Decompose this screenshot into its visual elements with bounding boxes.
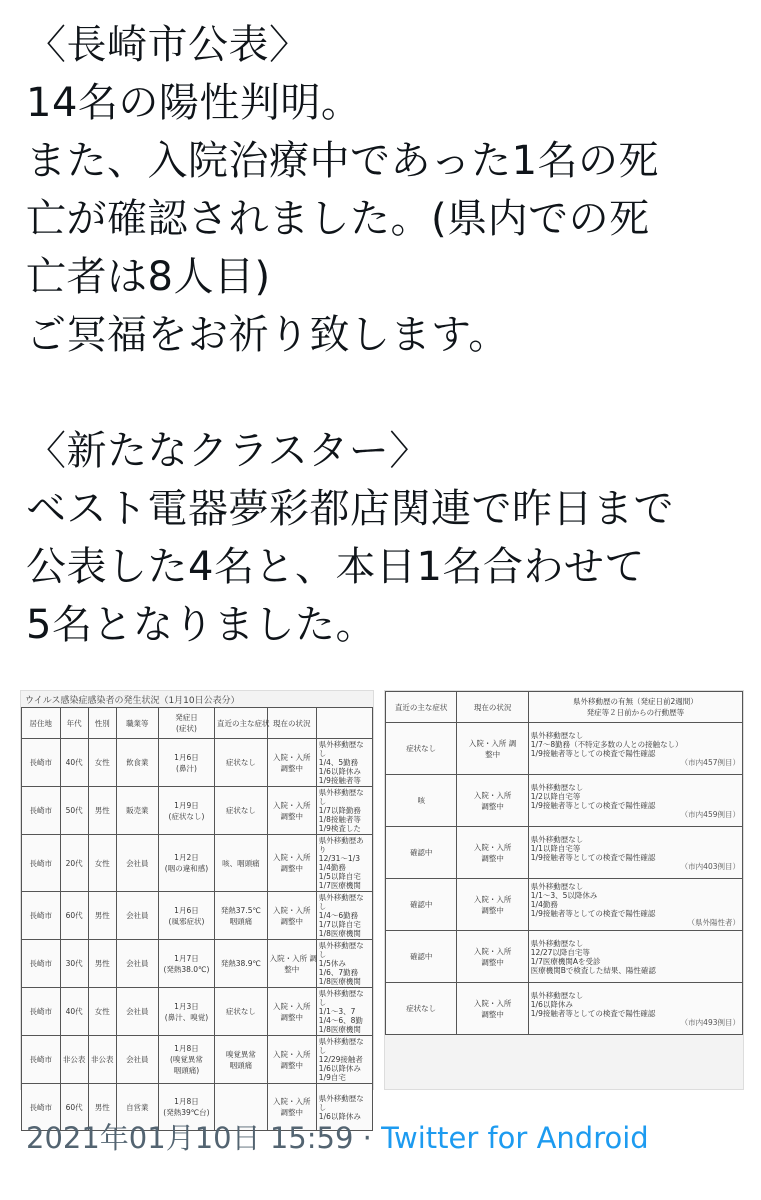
table-cell: 県外移動歴あり 12/31〜1/3 1/4勤務 1/5以降自宅 1/7医療機関 <box>316 835 372 892</box>
column-header: 現在の状況 <box>457 692 528 723</box>
case-number: （市内493例目） <box>680 1017 740 1027</box>
table-cell: 男性 <box>88 940 116 988</box>
case-table-right <box>385 691 743 1035</box>
table-cell: 1月6日 (鼻汁) <box>158 739 214 787</box>
table-cell: 発熱38.9℃ <box>215 940 268 988</box>
table-row <box>22 988 373 1036</box>
table-cell: 症状なし <box>215 787 268 835</box>
column-header: 直近の主な症状 <box>215 708 268 739</box>
tweet-line: ベスト電器夢彩都店関連で昨日まで <box>26 486 674 532</box>
table-cell: 入院・入所 調整中 <box>267 1084 316 1131</box>
tweet-line: 5名となりました。 <box>26 602 376 648</box>
timestamp-link[interactable]: 2021年01月10日 15:59 <box>26 1121 354 1155</box>
tweet-media <box>20 690 742 1121</box>
table-cell: 入院・入所 調整中 <box>267 835 316 892</box>
separator: · <box>353 1121 382 1155</box>
table-cell: 入院・入所 調整中 <box>267 1036 316 1084</box>
table-cell: 50代 <box>60 787 88 835</box>
table-cell: 長崎市 <box>22 739 61 787</box>
table-cell: 女性 <box>88 988 116 1036</box>
tweet-blank-line <box>26 364 746 422</box>
table-cell: 入院・入所 調整中 <box>457 983 528 1035</box>
table-cell: 男性 <box>88 1084 116 1131</box>
table-cell: 1月8日 (発熱39℃台) <box>158 1084 214 1131</box>
table-cell: 男性 <box>88 787 116 835</box>
table-cell: 症状なし <box>386 723 457 775</box>
table-cell: 咳、咽頭痛 <box>215 835 268 892</box>
table-row <box>386 775 743 827</box>
table-cell: 入院・入所 調整中 <box>457 931 528 983</box>
table-cell: 入院・入所 調 整中 <box>267 940 316 988</box>
column-header: 発症日 (症状) <box>158 708 214 739</box>
table-cell: 確認中 <box>386 931 457 983</box>
column-header: 現在の状況 <box>267 708 316 739</box>
table-cell: 60代 <box>60 892 88 940</box>
table-cell: 確認中 <box>386 827 457 879</box>
case-table-left <box>21 707 373 1131</box>
table-row <box>22 1036 373 1084</box>
table-cell: 自営業 <box>116 1084 158 1131</box>
table-cell: 嗅覚異常 咽頭痛 <box>215 1036 268 1084</box>
media-image-left[interactable] <box>20 690 374 1121</box>
table-cell: 症状なし <box>386 983 457 1035</box>
table-cell: 症状なし <box>215 739 268 787</box>
table-row <box>386 931 743 983</box>
column-header: 県外移動歴の有無（発症日前2週間） 発症等２日前からの行動歴等 <box>528 692 742 723</box>
table-cell: 1月8日 (嗅覚異常 咽頭痛) <box>158 1036 214 1084</box>
table-cell: 長崎市 <box>22 1036 61 1084</box>
table-cell: 県外移動歴なし 12/27以降自宅等 1/7医療機関Aを受診 医療機関Bで検査した結果、陽性確認 <box>528 931 742 983</box>
table-cell: 確認中 <box>386 879 457 931</box>
column-header <box>316 708 372 739</box>
table-cell: 女性 <box>88 835 116 892</box>
table-cell: 60代 <box>60 1084 88 1131</box>
tweet-line: 亡が確認されました。(県内での死 <box>26 196 650 242</box>
table-row <box>386 827 743 879</box>
table-cell: 県外移動歴なし 1/7〜8勤務（不特定多数の人との接触なし） 1/9接触者等としての検査で陽性確認 （市内457例目） <box>528 723 742 775</box>
table-cell: 長崎市 <box>22 787 61 835</box>
table-cell: 会社員 <box>116 940 158 988</box>
table-cell: 県外移動歴なし 1/1〜3、7 1/4〜6、8勤 1/8医療機関 <box>316 988 372 1036</box>
table-cell: 会社員 <box>116 835 158 892</box>
table-cell: 30代 <box>60 940 88 988</box>
column-header: 年代 <box>60 708 88 739</box>
table-cell: 1月2日 (咽の違和感) <box>158 835 214 892</box>
case-number: （市内459例目） <box>680 809 740 819</box>
table-cell: 県外移動歴なし 1/6以降休み <box>316 1084 372 1131</box>
table-cell: 女性 <box>88 739 116 787</box>
table-cell: 40代 <box>60 739 88 787</box>
tweet-footer <box>26 1116 649 1157</box>
table-cell: 症状なし <box>215 988 268 1036</box>
tweet-line: また、入院治療中であった1名の死 <box>26 138 660 184</box>
table-cell: 長崎市 <box>22 892 61 940</box>
table-cell: 長崎市 <box>22 988 61 1036</box>
table-row <box>22 787 373 835</box>
table-cell: 長崎市 <box>22 1084 61 1131</box>
table-cell: 入院・入所 調整中 <box>267 787 316 835</box>
table-cell: 入院・入所 調整中 <box>457 879 528 931</box>
table-cell: 入院・入所 調整中 <box>267 892 316 940</box>
table-cell: 咳 <box>386 775 457 827</box>
table-cell: 40代 <box>60 988 88 1036</box>
case-number: （市内457例目） <box>680 757 740 767</box>
table-cell: 飲食業 <box>116 739 158 787</box>
table-cell: 長崎市 <box>22 835 61 892</box>
table-row <box>22 892 373 940</box>
column-header: 職業等 <box>116 708 158 739</box>
table-row <box>22 940 373 988</box>
table-cell: 会社員 <box>116 892 158 940</box>
table-cell: 男性 <box>88 892 116 940</box>
table-row <box>22 835 373 892</box>
table-cell: 1月9日 (症状なし) <box>158 787 214 835</box>
table-cell: 非公表 <box>88 1036 116 1084</box>
table-cell: 入院・入所 調 整中 <box>457 723 528 775</box>
table-cell: 会社員 <box>116 1036 158 1084</box>
table-cell: 20代 <box>60 835 88 892</box>
table-cell: 入院・入所 調整中 <box>267 988 316 1036</box>
table-cell: 入院・入所 調整中 <box>457 775 528 827</box>
table-cell: 県外移動歴なし 1/5休み 1/6、7勤務 1/8医療機関 <box>316 940 372 988</box>
table-cell: 入院・入所 調整中 <box>267 739 316 787</box>
table-cell: 県外移動歴なし 1/1〜3、5以降休み 1/4勤務 1/9接触者等としての検査で陽性確認 （県外陽性者） <box>528 879 742 931</box>
tweet-line: 亡者は8人目) <box>26 254 271 300</box>
tweet-line: ご冥福をお祈り致します。 <box>26 312 509 358</box>
tweet-line: 〈新たなクラスター〉 <box>26 428 430 474</box>
tweet-line: 公表した4名と、本日1名合わせて <box>26 544 645 590</box>
table-cell: 発熱37.5℃ 咽頭痛 <box>215 892 268 940</box>
table-cell: 入院・入所 調整中 <box>457 827 528 879</box>
media-image-right[interactable] <box>384 690 744 1090</box>
table-cell: 販売業 <box>116 787 158 835</box>
table-cell: 県外移動歴なし 1/7以降勤務 1/8接触者等 1/9検査した <box>316 787 372 835</box>
tweet-line: 〈長崎市公表〉 <box>26 22 310 68</box>
document-title: ウイルス感染症感染者の発生状況（1月10日公表分） <box>25 696 240 706</box>
column-header: 性別 <box>88 708 116 739</box>
table-cell: 県外移動歴なし 1/2以降自宅等 1/9接触者等としての検査で陽性確認 （市内459例目） <box>528 775 742 827</box>
source-link[interactable]: Twitter for Android <box>381 1121 649 1155</box>
table-cell: 非公表 <box>60 1036 88 1084</box>
table-row <box>386 879 743 931</box>
table-cell: 県外移動歴なし 12/29接触者 1/6以降休み 1/9自宅 <box>316 1036 372 1084</box>
case-number: （市内403例目） <box>680 861 740 871</box>
table-cell: 県外移動歴なし 1/1以降自宅等 1/9接触者等としての検査で陽性確認 （市内403例目） <box>528 827 742 879</box>
tweet-line: 14名の陽性判明。 <box>26 80 362 126</box>
tweet-text <box>26 16 746 654</box>
table-cell: 県外移動歴なし 1/4、5勤務 1/6以降休み 1/9接触者等 <box>316 739 372 787</box>
table-cell: 長崎市 <box>22 940 61 988</box>
table-cell: 1月7日 (発熱38.0℃) <box>158 940 214 988</box>
table-cell: 1月3日 (鼻汁、嗅覚) <box>158 988 214 1036</box>
table-row <box>386 723 743 775</box>
table-cell: 県外移動歴なし 1/4〜6勤務 1/7以降自宅 1/8医療機関 <box>316 892 372 940</box>
table-row <box>22 739 373 787</box>
column-header: 直近の主な症状 <box>386 692 457 723</box>
table-cell: 会社員 <box>116 988 158 1036</box>
table-row <box>386 983 743 1035</box>
table-cell: 1月6日 (風邪症状) <box>158 892 214 940</box>
column-header: 居住地 <box>22 708 61 739</box>
case-number: （県外陽性者） <box>687 918 740 927</box>
table-cell: 県外移動歴なし 1/6以降休み 1/9接触者等としての検査で陽性確認 （市内493例目） <box>528 983 742 1035</box>
